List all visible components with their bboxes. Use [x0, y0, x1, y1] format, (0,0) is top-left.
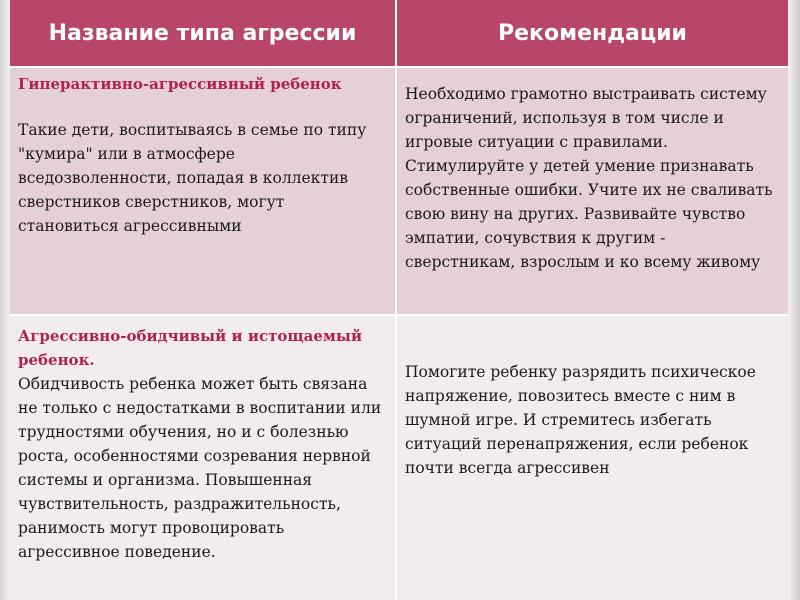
table-header-row: [10, 0, 788, 67]
header-aggression-type: Название типа агрессии: [10, 0, 396, 67]
type-description: Такие дети, воспитываясь в семье по типу "кумира" или в атмосфере вседозволенности, попадая в коллектив сверстников сверстников, могут становиться агрессивными: [18, 121, 367, 235]
type-title: Гиперактивно-агрессивный ребенок: [18, 75, 342, 93]
type-title: Агрессивно-обидчивый и истощаемый ребенок.: [18, 327, 363, 369]
table-row: [10, 315, 788, 600]
right-page-shadow: [788, 0, 800, 600]
header-recommendations: Рекомендации: [396, 0, 788, 67]
type-cell: [10, 315, 396, 600]
recommendation-text: Необходимо грамотно выстраивать систему ограничений, используя в том числе и игровые ситуации с правилами. Стимулируйте у детей умение признавать собственные ошибки. Учите их не сваливать свою вину на других. Развивайте чувство эмпатии, сочувствия к другим - сверстникам, взрослым и ко всему живому: [405, 85, 773, 271]
left-page-shadow: [0, 0, 10, 600]
recommendation-cell: [396, 67, 788, 315]
table-row: [10, 67, 788, 315]
type-cell: [10, 67, 396, 315]
recommendation-cell: [396, 315, 788, 600]
type-description: Обидчивость ребенка может быть связана не только с недостатками в воспитании или трудностями обучения, но и с болезнью роста, особенностями созревания нервной системы и организма. Повышенная чувствительность, раздражительность, ранимость могут провоцировать агрессивное поведение.: [18, 375, 382, 561]
aggression-types-table: [10, 0, 788, 600]
recommendation-text: Помогите ребенку разрядить психическое напряжение, повозитесь вместе с ним в шумной игре. И стремитесь избегать ситуаций перенапряжения, если ребенок почти всегда агрессивен: [405, 363, 756, 477]
